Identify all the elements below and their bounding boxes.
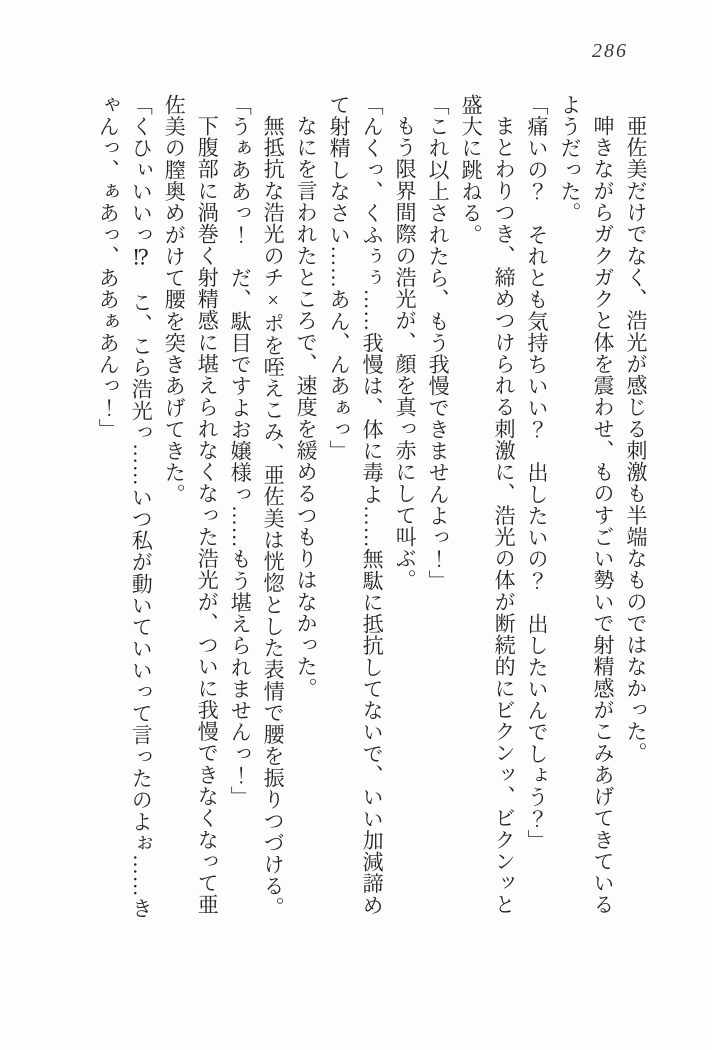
page-number: 286 xyxy=(592,40,628,62)
text-line: 「痛いの？ それとも気持ちいい？ 出したいの？ 出したいんでしょう？」 xyxy=(525,94,550,852)
text-line: 亜佐美だけでなく、浩光が感じる刺激も半端なものではなかった。 xyxy=(624,115,648,764)
text-line: 呻きながらガクガクと体を震わせ、ものすごい勢いで射精感がこみあげてきている xyxy=(591,115,616,916)
text-line: 「くひぃいいっ⁉ こ、こら浩光っ……いつ私が動いていいって言ったのよぉ……き xyxy=(129,94,154,919)
text-line: なにを言われたところで、速度を緩めるつもりはなかった。 xyxy=(294,115,319,700)
text-line: 「これ以上されたら、もう我慢できませんよっ！」 xyxy=(426,94,451,592)
text-line: もう限界間際の浩光が、顔を真っ赤にして叫ぶ。 xyxy=(393,115,418,591)
text-line: ゃんっ、ぁあっ、ああぁあんっ！」 xyxy=(96,94,121,441)
text-line: 下腹部に渦巻く射精感に堪えられなくなった浩光が、ついに我慢できなくなって亜 xyxy=(195,115,220,916)
body-text xyxy=(91,94,652,952)
text-line: 無抵抗な浩光のチ×ポを咥えこみ、亜佐美は恍惚とした表情で腰を振りつづける。 xyxy=(261,115,286,919)
text-line: ようだった。 xyxy=(558,94,583,224)
text-line: 「うぁああっ！ だ、駄目ですよお嬢様っ……もう堪えられませんっ！」 xyxy=(228,94,253,808)
text-line: 盛大に跳ねる。 xyxy=(459,94,484,246)
text-line: 「んくっ、くふぅぅ……我慢は、体に毒よ……無駄に抵抗してないで、いい加減諦め xyxy=(360,94,385,916)
text-line: まとわりつき、締めつけられる刺激に、浩光の体が断続的にビクンッ、ビクンッと xyxy=(492,115,517,916)
text-line: 佐美の膣奥めがけて腰を突きあげてきた。 xyxy=(162,94,187,505)
text-line: て射精しなさい……あん、んあぁっ」 xyxy=(327,94,352,462)
